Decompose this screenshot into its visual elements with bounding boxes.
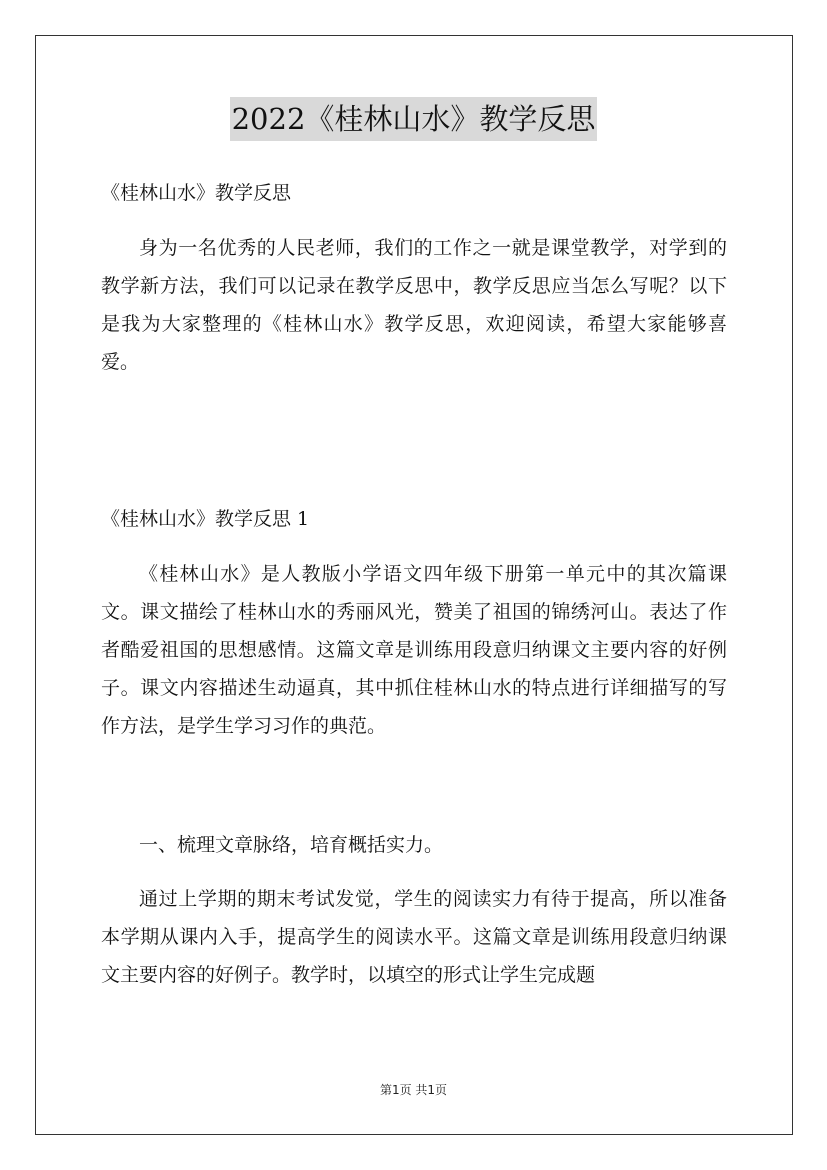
point-one-paragraph: 通过上学期的期末考试发觉，学生的阅读实力有待于提高，所以准备本学期从课内入手，提高学生的阅读水平。这篇文章是训练用段意归纳课文主要内容的好例子。教学时，以填空的形式让学生完成题 <box>101 888 727 986</box>
section-paragraph: 《桂林山水》是人教版小学语文四年级下册第一单元中的其次篇课文。课文描绘了桂林山水的秀丽风光，赞美了祖国的锦绣河山。表达了作者酷爱祖国的思想感情。这篇文章是训练用段意归纳课文主要内容的好例子。课文内容描述生动逼真，其中抓住桂林山水的特点进行详细描写的写作方法，是学生学习习作的典范。 <box>101 563 727 737</box>
title-container <box>0 97 827 141</box>
point-one-heading: 一、梳理文章脉络，培育概括实力。 <box>139 834 444 856</box>
intro-paragraph: 身为一名优秀的人民老师，我们的工作之一就是课堂教学，对学到的教学新方法，我们可以记录在教学反思中，教学反思应当怎么写呢？以下是我为大家整理的《桂林山水》教学反思，欢迎阅读，希望大家能够喜爱。 <box>101 237 727 373</box>
page-footer <box>0 1082 827 1098</box>
main-heading: 《桂林山水》教学反思 <box>101 182 292 204</box>
section-heading: 《桂林山水》教学反思 1 <box>101 508 310 530</box>
document-title: 2022《桂林山水》教学反思 <box>230 97 598 141</box>
page-number: 第1页 共1页 <box>379 1083 448 1097</box>
